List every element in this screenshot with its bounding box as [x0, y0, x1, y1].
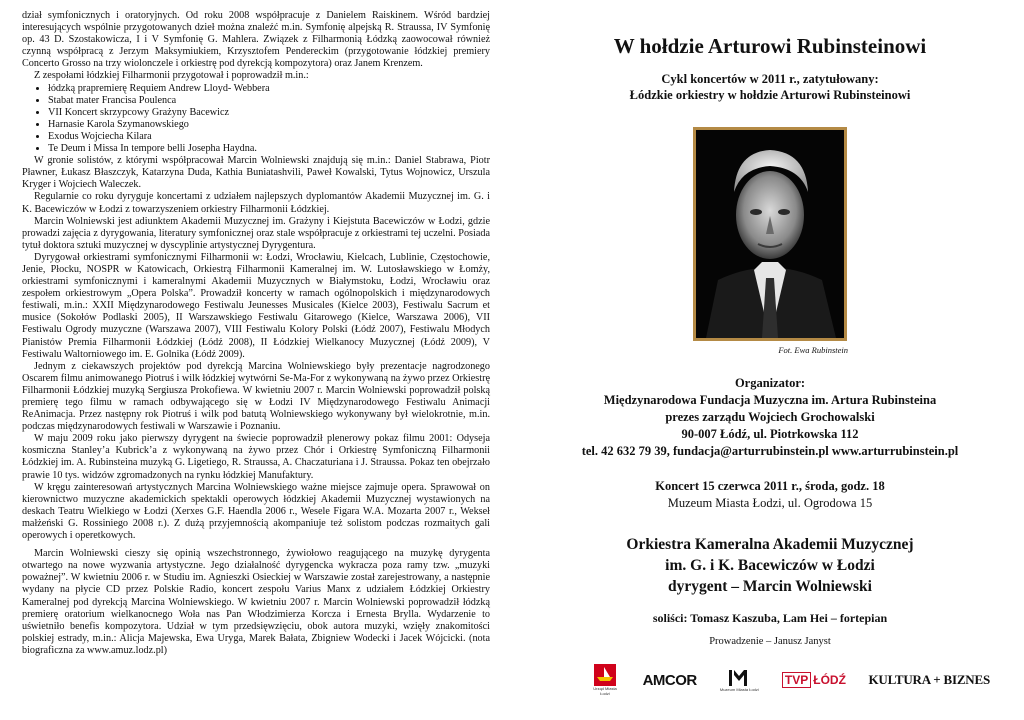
bio-paragraph: Marcin Wolniewski cieszy się opinią wszechstronnego, żywiołowo reagującego na muzykę dyrygenta otwartego na nowe wyzwania artystyczne. Jego działalność dyrygencka wykracza poza ramy tzw. „muzyki poważnej”. W kwietniu 2006 r. w Studiu im. Agnieszki Osieckiej w Warszawie został zarejestrowany, a następnie wydany na płycie CD przez Polskie Radio, koncert zespołu Varius Manx z udziałem Łódzkiej Orkiestry Kameralnej pod dyrekcją Marcina Wolniewskiego. W kwietniu 2007 r. Marcin Wolniewski poprowadził łódzką premierę oratorium wielkanocnego Woła nas Pan Włodzimierza Korcza i Ernesta Brylla. Wydarzenie to uświetniło benefis kompozytora. Udział w tym przedsięwzięciu, obok autora muzyki, wzięły znakomitości polskiej estrady, m.in.: Alicja Majewska, Ewa Uryga, Marek Bałata, Zbigniew Wodecki i Jacek Wójcicki. (nota biograficzna za www.amuz.lodz.pl) [22, 548, 490, 656]
museum-mark-icon [728, 669, 750, 687]
event-column [540, 30, 1000, 647]
bio-paragraph: Jednym z ciekawszych projektów pod dyrekcją Marcina Wolniewskiego były prezentacje nagrodzonego Oscarem filmu animowanego Piotruś i wilk łódzkiej wytwórni Se-Ma-For z wykonywaną na żywo przez Orkiestrę Filharmonii Łódzkiej muzyką Sergiusza Prokofiewa. W kwietniu 2007 r. Marcin Wolniewski poprowadził polską premierę tego filmu w ramach odbywającego się w Łodzi IV Międzynarodowego Festiwalu Animacji ReAnimacja. Przez następny rok Piotruś i wilk pod batutą Wolniewskiego wykonywany był wielokrotnie, m.in. podczas międzynarodowych festiwali w Warszawie i Poznaniu. [22, 360, 490, 433]
bio-paragraph: W maju 2009 roku jako pierwszy dyrygent na świecie poprowadził plenerowy pokaz filmu 2001: Odyseja kosmiczna Stanley’a Kubrick’a z wykonywaną na żywo przez Chór i Orkiestrę Symfoniczną Filharmonii Łódzkiej im. A. Rubinsteina muzyką G. Ligetiego, R. Straussa, A. Chaczaturiana i J. Straussa. Pokaz ten obejrzało prawie 10 tys. widzów zgromadzonych na rynku łódzkiej Manufaktury. [22, 433, 490, 481]
photo-credit: Fot. Ewa Rubinstein [778, 345, 848, 355]
amcor-logo [643, 672, 697, 689]
organizer-label: Organizator: [734, 376, 806, 390]
organizer-board: prezes zarządu Wojciech Grochowalski [665, 410, 875, 424]
museum-caption: Muzeum Miasta Łodzi [719, 686, 759, 692]
orchestra-patron: im. G. i K. Bacewiczów w Łodzi [665, 557, 875, 574]
lodz-caption: Urząd Miasta Łodzi [593, 686, 617, 696]
tvp-city: ŁÓDŹ [813, 673, 846, 687]
organizer-contact: tel. 42 632 79 39, fundacja@arturrubinstein.pl www.arturrubinstein.pl [581, 444, 959, 458]
page-title: W hołdzie Arturowi Rubinsteinowi [613, 34, 927, 58]
bio-paragraph: W kręgu zainteresowań artystycznych Marcina Wolniewskiego ważne miejsce zajmuje opera. Sprawował on kierownictwo muzyczne akademickich spektakli operowych łódzkiej Akademii Muzycznej wystawionych na deskach Teatru Wielkiego w Łodzi (Xerxes G.F. Haendla 2006 r., Wesele Figara W.A. Mozarta 2007 r., Wekseł małżeński G. Rossiniego 2008 r.). Z dużą przyjemnością akompaniuje też solistom podczas rozmaitych gali operowych i operetkowych. [22, 481, 490, 542]
bio-paragraph: dział symfonicznych i oratoryjnych. Od roku 2008 współpracuje z Danielem Raiskinem. Wśród bardziej interesujących wspólnie przygotowanych dzieł można znaleźć m.in. Symfonię alpejską R. Straussa, IV Symfonię op. 43 D. Szostakowicza, I i V Symfonię G. Mahlera. Związek z Filharmonią Łódzką zaowocował również czynną współpracą z Jerzym Maksymiukiem, Krzysztofem Pendereckim (przygotowanie łódzkiej premiery Concerto Grosso na trzy wiolonczele i orkiestrę pod dyrekcją kompozytora) oraz Janem Krenzem. [22, 10, 490, 70]
list-item: • VII Koncert skrzypcowy Grażyny Bacewicz [48, 107, 490, 119]
cycle-name: Łódzkie orkiestry w hołdzie Arturowi Rubinsteinowi [629, 88, 911, 102]
list-item: • Exodus Wojciecha Kilara [48, 131, 490, 143]
organizer-name: Międzynarodowa Fundacja Muzyczna im. Artura Rubinsteina [603, 393, 937, 407]
bio-paragraph: W gronie solistów, z którymi współpracował Marcin Wolniewski znajdują się m.in.: Daniel Stabrawa, Piotr Pławner, Łukasz Błaszczyk, Katarzyna Duda, Kathia Buniatashvili, Paweł Kowalski, Tytus Wojnowicz, Urszula Kryger i Wojciech Waleczek. [22, 155, 490, 191]
soloists: soliści: Tomasz Kaszuba, Lam Hei – fortepian [652, 611, 888, 625]
concert-venue: Muzeum Miasta Łodzi, ul. Ogrodowa 15 [667, 496, 873, 510]
bio-paragraph: Z zespołami łódzkiej Filharmonii przygotował i poprowadził m.in.: [34, 70, 309, 82]
conductor: dyrygent – Marcin Wolniewski [668, 578, 872, 595]
list-item: • Stabat mater Francisa Poulenca [48, 95, 490, 107]
sponsor-logos [590, 658, 990, 702]
lodz-city-logo [590, 664, 620, 696]
tvp-lodz-logo [782, 672, 846, 688]
bio-paragraph: Dyrygował orkiestrami symfonicznymi Filharmonii w: Łodzi, Wrocławiu, Kielcach, Lublinie, Częstochowie, Jenie, Płocku, NOSPR w Katowicach, Orkiestrą Filharmonii Kameralnej im. W. Lutosławskiego w Łomży, orkiestrami symfonicznymi i kameralnymi Akademii Muzycznych w Białymstoku, Łodzi, Wrocławiu oraz zespołem orkiestrowym „Opera Polska”. Prowadził koncerty w ramach ogólnopolskich i międzynarodowych festiwali, m.in.: XXII Międzynarodowego Festiwalu Jeunesses Musicales (Kielce 2003), Festiwalu Sacrum et musice (Sokołów Podlaski 2005), II Warszawskiego Festiwalu Gitarowego (Kielce, Warszawa 2006), VII Festiwalu Ogrody muzyczne (Warszawa 2007), VIII Festiwalu Kolory Polski (Łódź 2007), Festiwalu Młodych Pianistów Premia Filharmonii Łódzkiej (Łódź 2008), II Łódzkiej Wielkanocy Muzycznej (Łódź 2009), V Festiwalu Waltorniowego im. E. Golnika (Łódź 2009). [22, 251, 490, 360]
kultura-biznes-text: KULTURA + BIZNES [868, 672, 990, 687]
biography-column [22, 10, 490, 657]
repertoire-list [22, 83, 490, 156]
list-item: • Te Deum i Missa In tempore belli Josepha Haydna. [48, 143, 490, 155]
rubinstein-portrait [693, 127, 847, 341]
lodz-boat-icon [594, 664, 616, 686]
organizer-address: 90-007 Łódź, ul. Piotrkowska 112 [681, 427, 859, 441]
orchestra-name: Orkiestra Kameralna Akademii Muzycznej [626, 536, 914, 553]
bio-paragraph: Marcin Wolniewski jest adiunktem Akademii Muzycznej im. Grażyny i Kiejstuta Bacewiczów w Łodzi, gdzie prowadzi zajęcia z dyrygowania, literatury symfonicznej oraz stale współpracuje z orkiestrami tej uczelni. Posiada tytuł doktora sztuki muzycznej w dyscyplinie artystycznej Dyrygentura. [22, 215, 490, 251]
list-item: • Harnasie Karola Szymanowskiego [48, 119, 490, 131]
tvp-box: TVP [782, 672, 811, 688]
concert-date: Koncert 15 czerwca 2011 r., środa, godz. 18 [655, 479, 885, 493]
list-item: • łódzką prapremierę Requiem Andrew Lloyd- Webbera [48, 83, 490, 95]
host: Prowadzenie – Janusz Janyst [709, 636, 831, 647]
bio-paragraph: Regularnie co roku dyryguje koncertami z udziałem najlepszych dyplomantów Akademii Muzycznej im. G. i K. Bacewiczów w Łodzi z towarzyszeniem orkiestry Filharmonii Łódzkiej. [22, 191, 490, 215]
museum-logo [719, 669, 759, 692]
portrait-illustration [696, 130, 844, 338]
kultura-biznes-logo [869, 672, 991, 688]
amcor-text: AMCOR [642, 671, 697, 689]
cycle-subtitle: Cykl koncertów w 2011 r., zatytułowany: [661, 72, 879, 86]
